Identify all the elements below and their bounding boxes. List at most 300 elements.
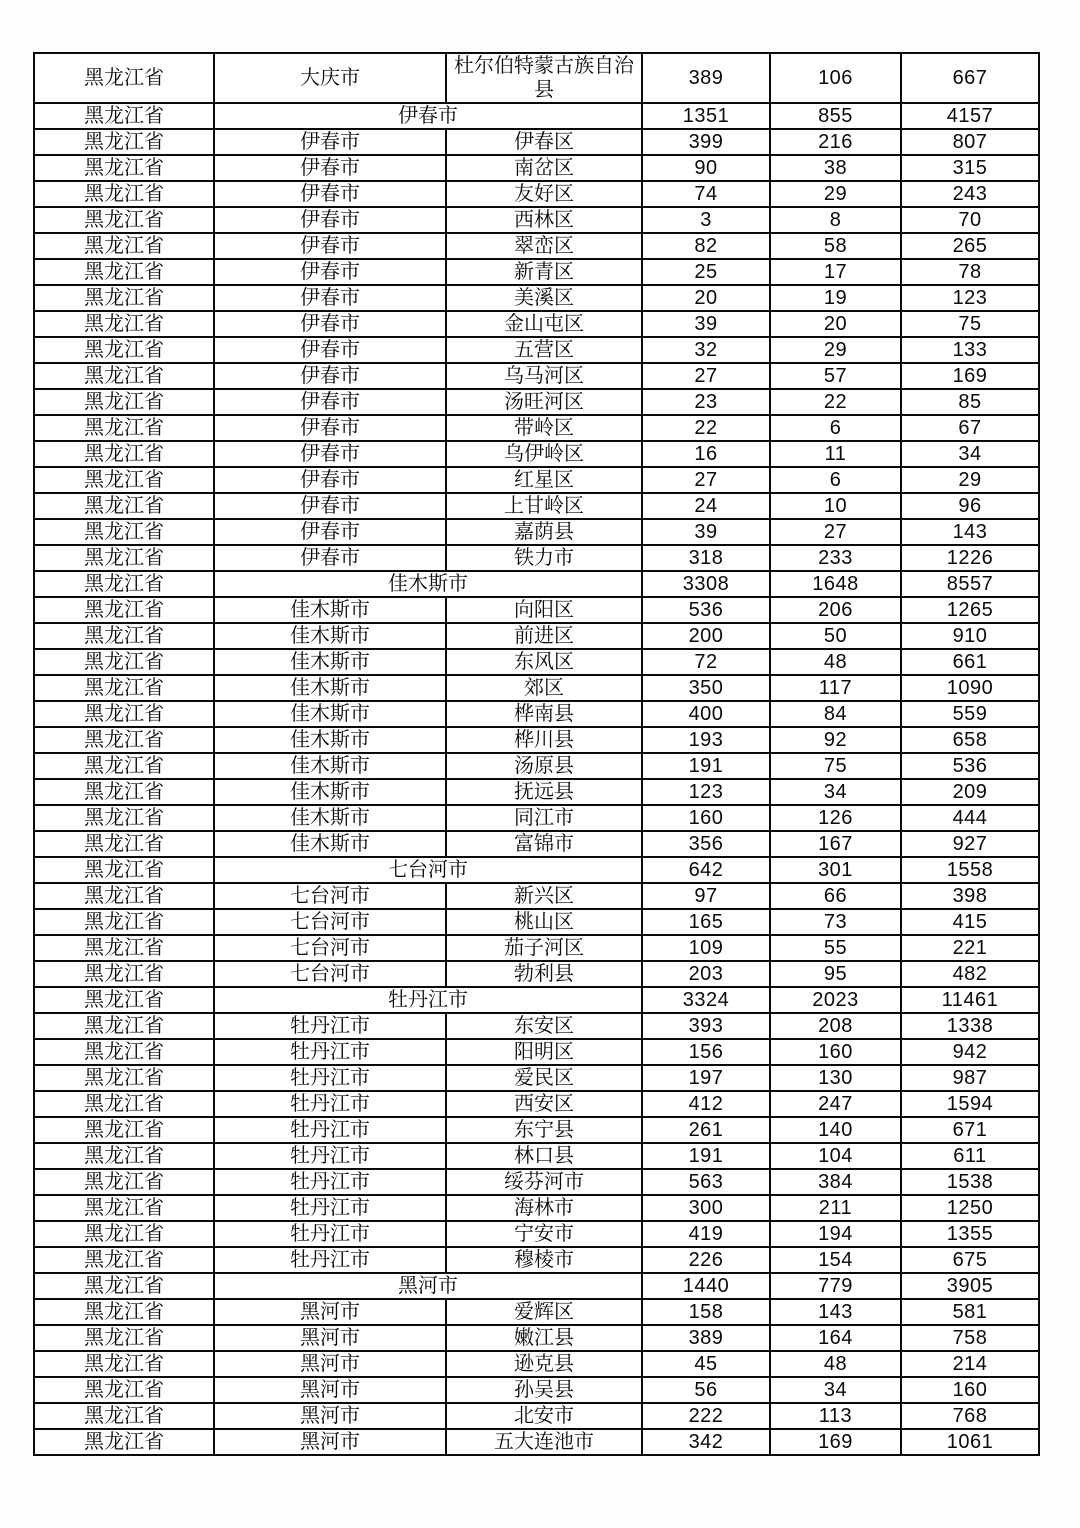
table-row <box>34 1039 1039 1065</box>
value-1-cell: 389 <box>642 1325 770 1351</box>
value-1-cell: 342 <box>642 1429 770 1455</box>
city-summary-row <box>34 857 1039 883</box>
value-1-cell: 300 <box>642 1195 770 1221</box>
value-3-cell: 1061 <box>901 1429 1039 1455</box>
value-3-cell: 658 <box>901 727 1039 753</box>
value-1-cell: 412 <box>642 1091 770 1117</box>
value-3-cell: 671 <box>901 1117 1039 1143</box>
city-cell: 伊春市 <box>214 181 446 207</box>
value-2-cell: 58 <box>770 233 901 259</box>
value-1-cell: 158 <box>642 1299 770 1325</box>
city-cell: 牡丹江市 <box>214 1195 446 1221</box>
value-3-cell: 1338 <box>901 1013 1039 1039</box>
value-1-cell: 563 <box>642 1169 770 1195</box>
province-cell: 黑龙江省 <box>34 467 214 493</box>
city-cell: 牡丹江市 <box>214 1065 446 1091</box>
district-cell: 茄子河区 <box>446 935 642 961</box>
value-1-cell: 203 <box>642 961 770 987</box>
province-cell: 黑龙江省 <box>34 1247 214 1273</box>
province-cell: 黑龙江省 <box>34 753 214 779</box>
district-cell: 穆棱市 <box>446 1247 642 1273</box>
value-1-cell: 400 <box>642 701 770 727</box>
city-merged-cell: 伊春市 <box>214 103 642 129</box>
value-2-cell: 211 <box>770 1195 901 1221</box>
value-1-cell: 419 <box>642 1221 770 1247</box>
province-cell: 黑龙江省 <box>34 805 214 831</box>
value-3-cell: 70 <box>901 207 1039 233</box>
district-cell: 东风区 <box>446 649 642 675</box>
value-2-cell: 34 <box>770 1377 901 1403</box>
city-cell: 伊春市 <box>214 519 446 545</box>
city-cell: 佳木斯市 <box>214 727 446 753</box>
district-cell: 宁安市 <box>446 1221 642 1247</box>
value-1-cell: 39 <box>642 519 770 545</box>
province-cell: 黑龙江省 <box>34 1143 214 1169</box>
province-cell: 黑龙江省 <box>34 389 214 415</box>
table-row <box>34 1195 1039 1221</box>
value-1-cell: 156 <box>642 1039 770 1065</box>
table-row <box>34 935 1039 961</box>
value-1-cell: 27 <box>642 467 770 493</box>
city-cell: 伊春市 <box>214 129 446 155</box>
city-cell: 佳木斯市 <box>214 675 446 701</box>
table-row <box>34 727 1039 753</box>
table-row <box>34 805 1039 831</box>
city-cell: 牡丹江市 <box>214 1117 446 1143</box>
city-cell: 伊春市 <box>214 467 446 493</box>
value-2-cell: 164 <box>770 1325 901 1351</box>
city-merged-cell: 牡丹江市 <box>214 987 642 1013</box>
value-2-cell: 22 <box>770 389 901 415</box>
table-row <box>34 831 1039 857</box>
value-2-cell: 1648 <box>770 571 901 597</box>
value-3-cell: 214 <box>901 1351 1039 1377</box>
province-cell: 黑龙江省 <box>34 1325 214 1351</box>
district-cell: 嫩江县 <box>446 1325 642 1351</box>
district-cell: 南岔区 <box>446 155 642 181</box>
value-2-cell: 73 <box>770 909 901 935</box>
table-row <box>34 909 1039 935</box>
city-cell: 伊春市 <box>214 389 446 415</box>
table-row <box>34 675 1039 701</box>
value-3-cell: 96 <box>901 493 1039 519</box>
province-cell: 黑龙江省 <box>34 987 214 1013</box>
value-2-cell: 48 <box>770 649 901 675</box>
city-cell: 佳木斯市 <box>214 597 446 623</box>
city-summary-row <box>34 1273 1039 1299</box>
value-2-cell: 301 <box>770 857 901 883</box>
city-cell: 七台河市 <box>214 935 446 961</box>
table-row <box>34 363 1039 389</box>
district-cell: 汤旺河区 <box>446 389 642 415</box>
district-cell: 伊春区 <box>446 129 642 155</box>
province-cell: 黑龙江省 <box>34 311 214 337</box>
province-cell: 黑龙江省 <box>34 155 214 181</box>
table-row <box>34 1299 1039 1325</box>
value-3-cell: 221 <box>901 935 1039 961</box>
value-2-cell: 126 <box>770 805 901 831</box>
province-cell: 黑龙江省 <box>34 53 214 103</box>
table-row <box>34 259 1039 285</box>
district-cell: 友好区 <box>446 181 642 207</box>
value-2-cell: 57 <box>770 363 901 389</box>
province-cell: 黑龙江省 <box>34 649 214 675</box>
value-3-cell: 1538 <box>901 1169 1039 1195</box>
district-cell: 前进区 <box>446 623 642 649</box>
value-3-cell: 675 <box>901 1247 1039 1273</box>
value-2-cell: 384 <box>770 1169 901 1195</box>
city-merged-cell: 佳木斯市 <box>214 571 642 597</box>
province-cell: 黑龙江省 <box>34 441 214 467</box>
table-row <box>34 623 1039 649</box>
value-2-cell: 92 <box>770 727 901 753</box>
value-3-cell: 661 <box>901 649 1039 675</box>
district-cell: 乌马河区 <box>446 363 642 389</box>
value-1-cell: 123 <box>642 779 770 805</box>
district-cell: 乌伊岭区 <box>446 441 642 467</box>
district-cell: 林口县 <box>446 1143 642 1169</box>
value-3-cell: 78 <box>901 259 1039 285</box>
province-cell: 黑龙江省 <box>34 701 214 727</box>
province-cell: 黑龙江省 <box>34 129 214 155</box>
province-cell: 黑龙江省 <box>34 545 214 571</box>
table-row <box>34 207 1039 233</box>
city-cell: 七台河市 <box>214 961 446 987</box>
value-1-cell: 165 <box>642 909 770 935</box>
value-2-cell: 75 <box>770 753 901 779</box>
table-row <box>34 1351 1039 1377</box>
value-1-cell: 1440 <box>642 1273 770 1299</box>
city-cell: 牡丹江市 <box>214 1039 446 1065</box>
district-cell: 勃利县 <box>446 961 642 987</box>
value-2-cell: 29 <box>770 181 901 207</box>
table-body <box>34 53 1039 1455</box>
value-3-cell: 581 <box>901 1299 1039 1325</box>
value-3-cell: 169 <box>901 363 1039 389</box>
value-2-cell: 6 <box>770 415 901 441</box>
value-2-cell: 233 <box>770 545 901 571</box>
district-cell: 美溪区 <box>446 285 642 311</box>
city-cell: 黑河市 <box>214 1377 446 1403</box>
table-row <box>34 1429 1039 1455</box>
city-cell: 伊春市 <box>214 337 446 363</box>
district-cell: 红星区 <box>446 467 642 493</box>
value-1-cell: 160 <box>642 805 770 831</box>
district-cell: 西林区 <box>446 207 642 233</box>
value-1-cell: 389 <box>642 53 770 103</box>
value-3-cell: 559 <box>901 701 1039 727</box>
city-summary-row <box>34 987 1039 1013</box>
value-1-cell: 23 <box>642 389 770 415</box>
table-row <box>34 545 1039 571</box>
city-merged-cell: 七台河市 <box>214 857 642 883</box>
province-cell: 黑龙江省 <box>34 207 214 233</box>
district-cell: 东安区 <box>446 1013 642 1039</box>
value-3-cell: 758 <box>901 1325 1039 1351</box>
table-row <box>34 961 1039 987</box>
value-3-cell: 315 <box>901 155 1039 181</box>
table-row <box>34 519 1039 545</box>
value-1-cell: 3 <box>642 207 770 233</box>
city-cell: 黑河市 <box>214 1299 446 1325</box>
city-cell: 佳木斯市 <box>214 623 446 649</box>
city-cell: 伊春市 <box>214 363 446 389</box>
table-row <box>34 883 1039 909</box>
value-2-cell: 38 <box>770 155 901 181</box>
value-3-cell: 768 <box>901 1403 1039 1429</box>
value-1-cell: 22 <box>642 415 770 441</box>
city-cell: 佳木斯市 <box>214 649 446 675</box>
table-row <box>34 1221 1039 1247</box>
city-cell: 黑河市 <box>214 1325 446 1351</box>
table-row <box>34 441 1039 467</box>
value-2-cell: 8 <box>770 207 901 233</box>
table-row <box>34 1377 1039 1403</box>
district-cell: 金山屯区 <box>446 311 642 337</box>
district-cell: 新兴区 <box>446 883 642 909</box>
value-2-cell: 66 <box>770 883 901 909</box>
province-cell: 黑龙江省 <box>34 415 214 441</box>
value-3-cell: 85 <box>901 389 1039 415</box>
value-2-cell: 95 <box>770 961 901 987</box>
province-cell: 黑龙江省 <box>34 727 214 753</box>
value-1-cell: 82 <box>642 233 770 259</box>
city-cell: 牡丹江市 <box>214 1247 446 1273</box>
province-cell: 黑龙江省 <box>34 1377 214 1403</box>
value-3-cell: 942 <box>901 1039 1039 1065</box>
value-1-cell: 74 <box>642 181 770 207</box>
table-row <box>34 1117 1039 1143</box>
table-row <box>34 649 1039 675</box>
value-3-cell: 927 <box>901 831 1039 857</box>
value-2-cell: 20 <box>770 311 901 337</box>
value-2-cell: 17 <box>770 259 901 285</box>
table-row <box>34 389 1039 415</box>
province-cell: 黑龙江省 <box>34 1013 214 1039</box>
city-cell: 佳木斯市 <box>214 831 446 857</box>
province-cell: 黑龙江省 <box>34 1195 214 1221</box>
district-cell: 海林市 <box>446 1195 642 1221</box>
city-cell: 牡丹江市 <box>214 1013 446 1039</box>
city-cell: 黑河市 <box>214 1429 446 1455</box>
table-row <box>34 155 1039 181</box>
province-cell: 黑龙江省 <box>34 961 214 987</box>
district-cell: 东宁县 <box>446 1117 642 1143</box>
province-cell: 黑龙江省 <box>34 1169 214 1195</box>
value-3-cell: 1226 <box>901 545 1039 571</box>
province-cell: 黑龙江省 <box>34 1273 214 1299</box>
table-row <box>34 181 1039 207</box>
value-3-cell: 160 <box>901 1377 1039 1403</box>
table-row <box>34 1013 1039 1039</box>
district-cell: 杜尔伯特蒙古族自治县 <box>446 53 642 103</box>
value-3-cell: 3905 <box>901 1273 1039 1299</box>
province-cell: 黑龙江省 <box>34 623 214 649</box>
province-cell: 黑龙江省 <box>34 779 214 805</box>
province-cell: 黑龙江省 <box>34 285 214 311</box>
province-cell: 黑龙江省 <box>34 831 214 857</box>
value-2-cell: 55 <box>770 935 901 961</box>
table-row <box>34 129 1039 155</box>
value-3-cell: 34 <box>901 441 1039 467</box>
province-cell: 黑龙江省 <box>34 1429 214 1455</box>
province-cell: 黑龙江省 <box>34 1403 214 1429</box>
city-cell: 伊春市 <box>214 233 446 259</box>
value-2-cell: 140 <box>770 1117 901 1143</box>
value-3-cell: 75 <box>901 311 1039 337</box>
province-cell: 黑龙江省 <box>34 1117 214 1143</box>
table-row <box>34 285 1039 311</box>
province-cell: 黑龙江省 <box>34 883 214 909</box>
table-row <box>34 779 1039 805</box>
table-row <box>34 311 1039 337</box>
district-cell: 五营区 <box>446 337 642 363</box>
value-2-cell: 29 <box>770 337 901 363</box>
city-cell: 伊春市 <box>214 441 446 467</box>
table-row <box>34 1169 1039 1195</box>
value-1-cell: 16 <box>642 441 770 467</box>
value-1-cell: 3324 <box>642 987 770 1013</box>
province-cell: 黑龙江省 <box>34 1065 214 1091</box>
city-cell: 伊春市 <box>214 493 446 519</box>
value-3-cell: 133 <box>901 337 1039 363</box>
value-1-cell: 200 <box>642 623 770 649</box>
city-cell: 伊春市 <box>214 311 446 337</box>
city-cell: 黑河市 <box>214 1403 446 1429</box>
city-cell: 佳木斯市 <box>214 805 446 831</box>
city-merged-cell: 黑河市 <box>214 1273 642 1299</box>
city-summary-row <box>34 571 1039 597</box>
value-1-cell: 24 <box>642 493 770 519</box>
value-3-cell: 67 <box>901 415 1039 441</box>
value-2-cell: 206 <box>770 597 901 623</box>
value-1-cell: 72 <box>642 649 770 675</box>
district-cell: 汤原县 <box>446 753 642 779</box>
value-1-cell: 1351 <box>642 103 770 129</box>
province-cell: 黑龙江省 <box>34 233 214 259</box>
province-cell: 黑龙江省 <box>34 935 214 961</box>
city-cell: 牡丹江市 <box>214 1143 446 1169</box>
province-cell: 黑龙江省 <box>34 363 214 389</box>
province-cell: 黑龙江省 <box>34 597 214 623</box>
district-cell: 桦南县 <box>446 701 642 727</box>
table-row <box>34 753 1039 779</box>
city-cell: 伊春市 <box>214 259 446 285</box>
value-1-cell: 226 <box>642 1247 770 1273</box>
province-cell: 黑龙江省 <box>34 1299 214 1325</box>
value-3-cell: 910 <box>901 623 1039 649</box>
table-row <box>34 1403 1039 1429</box>
province-cell: 黑龙江省 <box>34 181 214 207</box>
table-row <box>34 701 1039 727</box>
province-cell: 黑龙江省 <box>34 519 214 545</box>
value-1-cell: 90 <box>642 155 770 181</box>
value-2-cell: 48 <box>770 1351 901 1377</box>
province-cell: 黑龙江省 <box>34 1091 214 1117</box>
value-3-cell: 482 <box>901 961 1039 987</box>
value-1-cell: 56 <box>642 1377 770 1403</box>
value-2-cell: 34 <box>770 779 901 805</box>
value-2-cell: 130 <box>770 1065 901 1091</box>
value-3-cell: 536 <box>901 753 1039 779</box>
value-1-cell: 32 <box>642 337 770 363</box>
value-2-cell: 143 <box>770 1299 901 1325</box>
province-cell: 黑龙江省 <box>34 103 214 129</box>
value-3-cell: 143 <box>901 519 1039 545</box>
city-cell: 佳木斯市 <box>214 753 446 779</box>
province-cell: 黑龙江省 <box>34 909 214 935</box>
city-cell: 牡丹江市 <box>214 1091 446 1117</box>
district-cell: 孙吴县 <box>446 1377 642 1403</box>
district-cell: 爱民区 <box>446 1065 642 1091</box>
district-cell: 富锦市 <box>446 831 642 857</box>
table-row <box>34 1143 1039 1169</box>
value-3-cell: 1558 <box>901 857 1039 883</box>
city-cell: 牡丹江市 <box>214 1169 446 1195</box>
value-1-cell: 193 <box>642 727 770 753</box>
district-cell: 郊区 <box>446 675 642 701</box>
value-2-cell: 84 <box>770 701 901 727</box>
city-cell: 七台河市 <box>214 883 446 909</box>
value-1-cell: 20 <box>642 285 770 311</box>
table-row <box>34 53 1039 103</box>
value-3-cell: 209 <box>901 779 1039 805</box>
table-row <box>34 1247 1039 1273</box>
value-2-cell: 19 <box>770 285 901 311</box>
city-cell: 伊春市 <box>214 415 446 441</box>
table-row <box>34 337 1039 363</box>
province-cell: 黑龙江省 <box>34 857 214 883</box>
city-cell: 佳木斯市 <box>214 779 446 805</box>
value-1-cell: 39 <box>642 311 770 337</box>
value-3-cell: 667 <box>901 53 1039 103</box>
value-2-cell: 113 <box>770 1403 901 1429</box>
value-3-cell: 444 <box>901 805 1039 831</box>
value-3-cell: 243 <box>901 181 1039 207</box>
value-1-cell: 3308 <box>642 571 770 597</box>
table-row <box>34 493 1039 519</box>
district-cell: 同江市 <box>446 805 642 831</box>
city-cell: 七台河市 <box>214 909 446 935</box>
table-row <box>34 1091 1039 1117</box>
value-2-cell: 169 <box>770 1429 901 1455</box>
value-2-cell: 2023 <box>770 987 901 1013</box>
value-1-cell: 399 <box>642 129 770 155</box>
value-2-cell: 10 <box>770 493 901 519</box>
value-3-cell: 265 <box>901 233 1039 259</box>
table-row <box>34 1065 1039 1091</box>
province-cell: 黑龙江省 <box>34 1221 214 1247</box>
province-cell: 黑龙江省 <box>34 675 214 701</box>
district-cell: 五大连池市 <box>446 1429 642 1455</box>
city-cell: 伊春市 <box>214 545 446 571</box>
value-1-cell: 191 <box>642 753 770 779</box>
value-1-cell: 27 <box>642 363 770 389</box>
value-3-cell: 987 <box>901 1065 1039 1091</box>
district-cell: 铁力市 <box>446 545 642 571</box>
district-cell: 绥芬河市 <box>446 1169 642 1195</box>
value-2-cell: 779 <box>770 1273 901 1299</box>
city-cell: 牡丹江市 <box>214 1221 446 1247</box>
value-3-cell: 4157 <box>901 103 1039 129</box>
value-3-cell: 11461 <box>901 987 1039 1013</box>
district-cell: 阳明区 <box>446 1039 642 1065</box>
table-row <box>34 233 1039 259</box>
district-cell: 桃山区 <box>446 909 642 935</box>
district-cell: 西安区 <box>446 1091 642 1117</box>
value-2-cell: 167 <box>770 831 901 857</box>
value-2-cell: 855 <box>770 103 901 129</box>
